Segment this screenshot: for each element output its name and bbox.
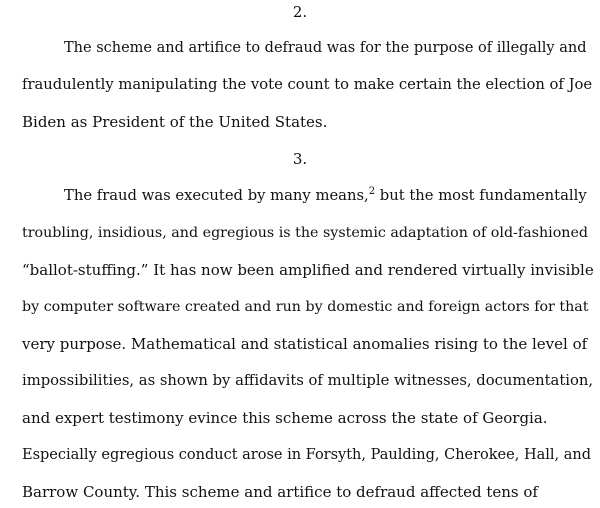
paragraph-3-line-3: “ballot-stuffing.” It has now been amplified and rendered virtually invisible xyxy=(22,261,594,279)
paragraph-3-line-9: Barrow County. This scheme and artifice to defraud affected tens of xyxy=(22,483,538,501)
footnote-marker[interactable]: 2 xyxy=(368,186,376,198)
paragraph-3-line-1 xyxy=(64,186,587,206)
paragraph-3-line-4: by computer software created and run by domestic and foreign actors for that xyxy=(22,299,589,315)
paragraph-3-line-6: impossibilities, as shown by affidavits of multiple witnesses, documentation, xyxy=(22,372,594,389)
paragraph-3-line-1-rest: but the most fundamentally xyxy=(375,187,587,204)
paragraph-2-line-1: The scheme and artifice to defraud was for the purpose of illegally and xyxy=(64,40,587,56)
paragraph-3-line-5: very purpose. Mathematical and statistical anomalies rising to the level of xyxy=(22,335,588,353)
paragraph-3-line-8: Especially egregious conduct arose in Forsyth, Paulding, Cherokee, Hall, and xyxy=(22,447,591,463)
paragraph-2-line-3: Biden as President of the United States. xyxy=(22,113,328,131)
paragraph-2-line-2: fraudulently manipulating the vote count to make certain the election of Joe xyxy=(22,76,593,93)
paragraph-3-line-2: troubling, insidious, and egregious is the systemic adaptation of old-fashioned xyxy=(22,225,589,241)
paragraph-number-3: 3. xyxy=(292,150,308,168)
paragraph-number-2: 2. xyxy=(292,3,308,21)
paragraph-3-line-1-text: The fraud was executed by many means, xyxy=(64,187,369,204)
paragraph-3-line-7: and expert testimony evince this scheme across the state of Georgia. xyxy=(22,409,548,427)
